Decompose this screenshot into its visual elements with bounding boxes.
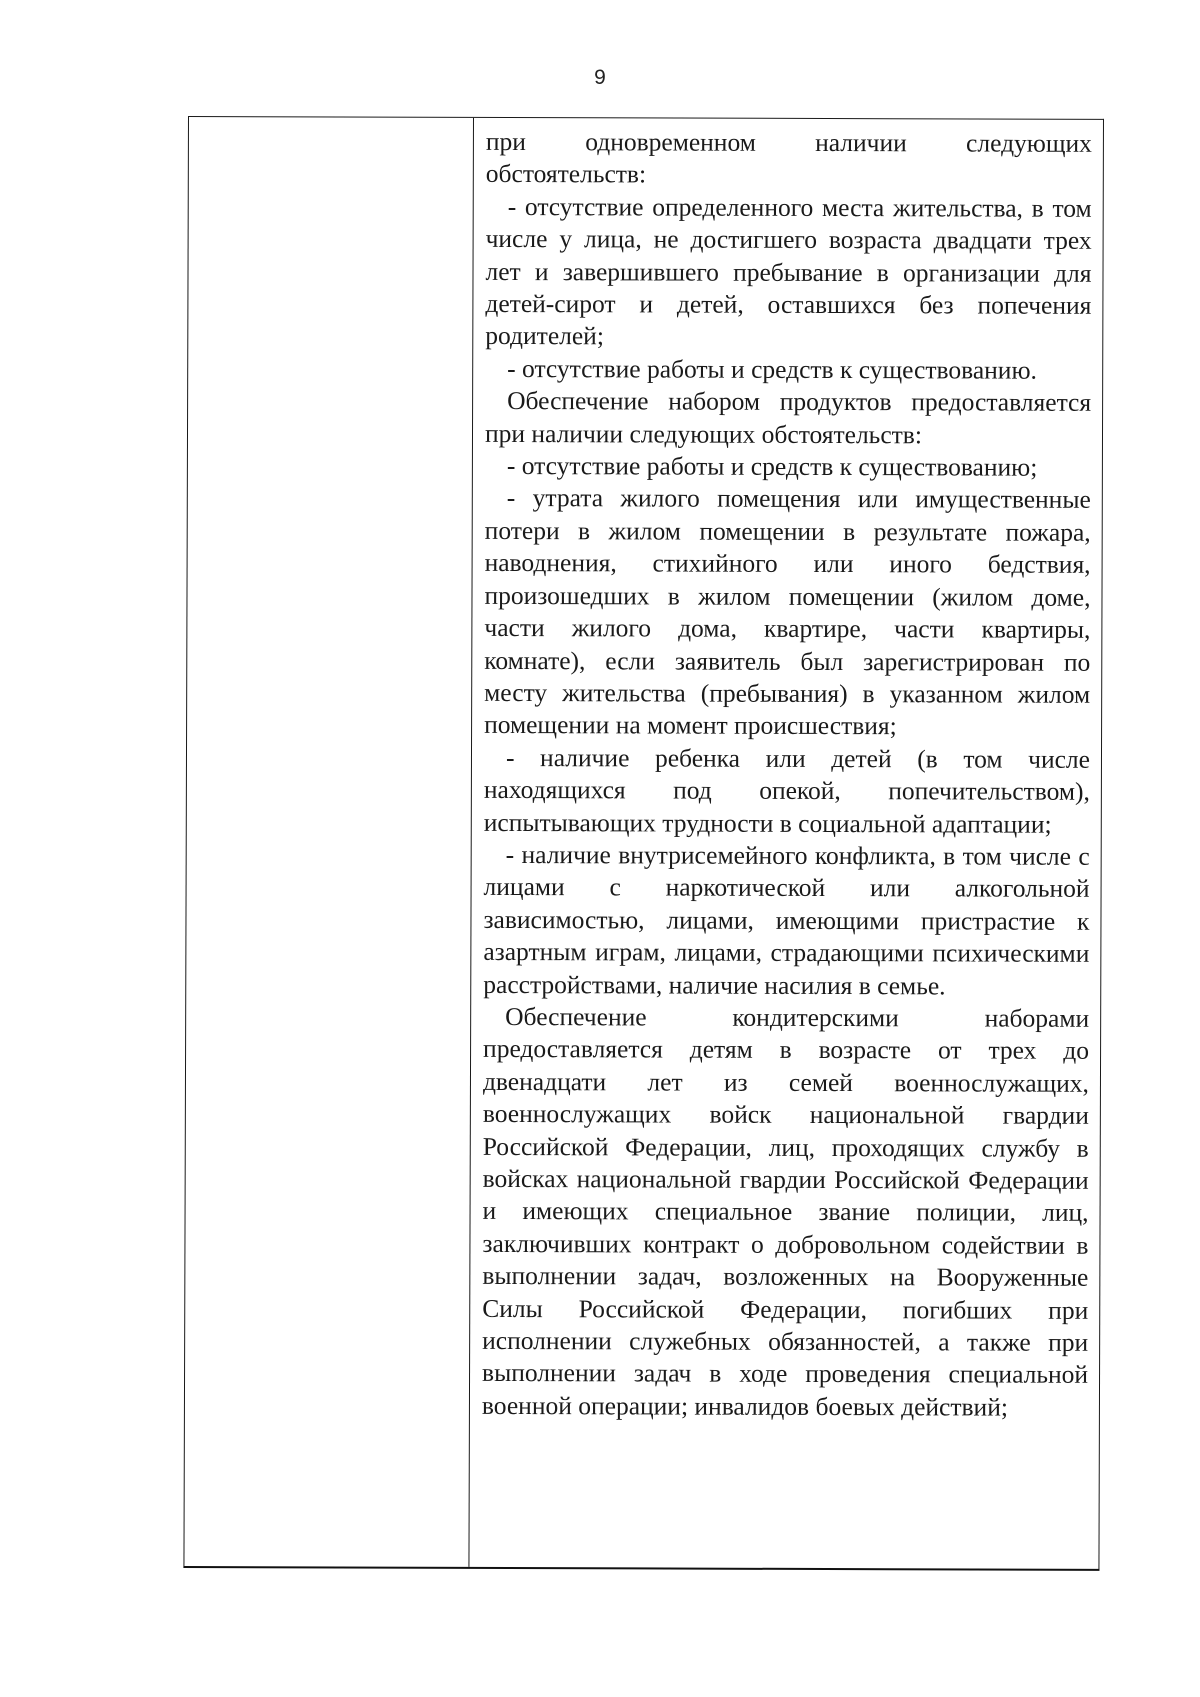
page-number: 9 [594,66,606,89]
paragraph-confectionery-sets: Обеспечение кондитерскими наборами предоставляется детям в возрасте от трех до двенадцати лет из семей военнослужащих, военнослужащих войск национальной гвардии Российской Федерации, лиц, проходящих службу в войсках национальной гвардии Российской Федерации и имеющих специальное звание полиции, лиц, заключивших контракт о добровольном содействии в выполнении задач, возложенных на Вооруженные Силы Российской Федерации, погибших при исполнении служебных обязанностей, а также при выполнении задач в ходе проведения специальной военной операции; инвалидов боевых действий; [481,1001,1090,1422]
document-table [183,116,1104,1571]
paragraph-housing-loss: - утрата жилого помещения или имущественные потери в жилом помещении в результате пожара, наводнения, стихийного или иного бедствия, произошедших в жилом помещении (жилом доме, части жилого дома, квартире, части квартиры, комнате), если заявитель был зарегистрирован по месту жительства (пребывания) в указанном жилом помещении на момент происшествия; [484,483,1091,741]
paragraph-no-work-means: - отсутствие работы и средств к существованию; [506,451,1038,482]
paragraph-family-conflict: - наличие внутрисемейного конфликта, в том числе с лицами с наркотической или алкогольной зависимостью, лицами, имеющими пристрастие к азартным играм, лицами, страдающими психическими расстройствами, наличие насилия в семье. [483,839,1090,1000]
table-left-cell [184,117,474,1567]
paragraph-continuation: при одновременном наличии следующих обстоятельств: [485,126,1092,189]
paragraph-no-residence: - отсутствие определенного места жительства, в том числе у лица, не достигшего возраста двадцати трех лет и завершившего пребывание в организации для детей-сирот и детей, оставшихся без попечения родителей; [485,191,1092,351]
paragraph-no-work: - отсутствие работы и средств к существованию. [507,353,1037,385]
table-right-cell [469,118,1103,1569]
paragraph-food-set-intro: Обеспечение набором продуктов предоставляется при наличии следующих обстоятельств: [484,386,1092,449]
paragraph-child-adaptation: - наличие ребенка или детей (в том числе находящихся под опекой, попечительством), испытывающих трудности в социальной адаптации; [483,742,1091,839]
